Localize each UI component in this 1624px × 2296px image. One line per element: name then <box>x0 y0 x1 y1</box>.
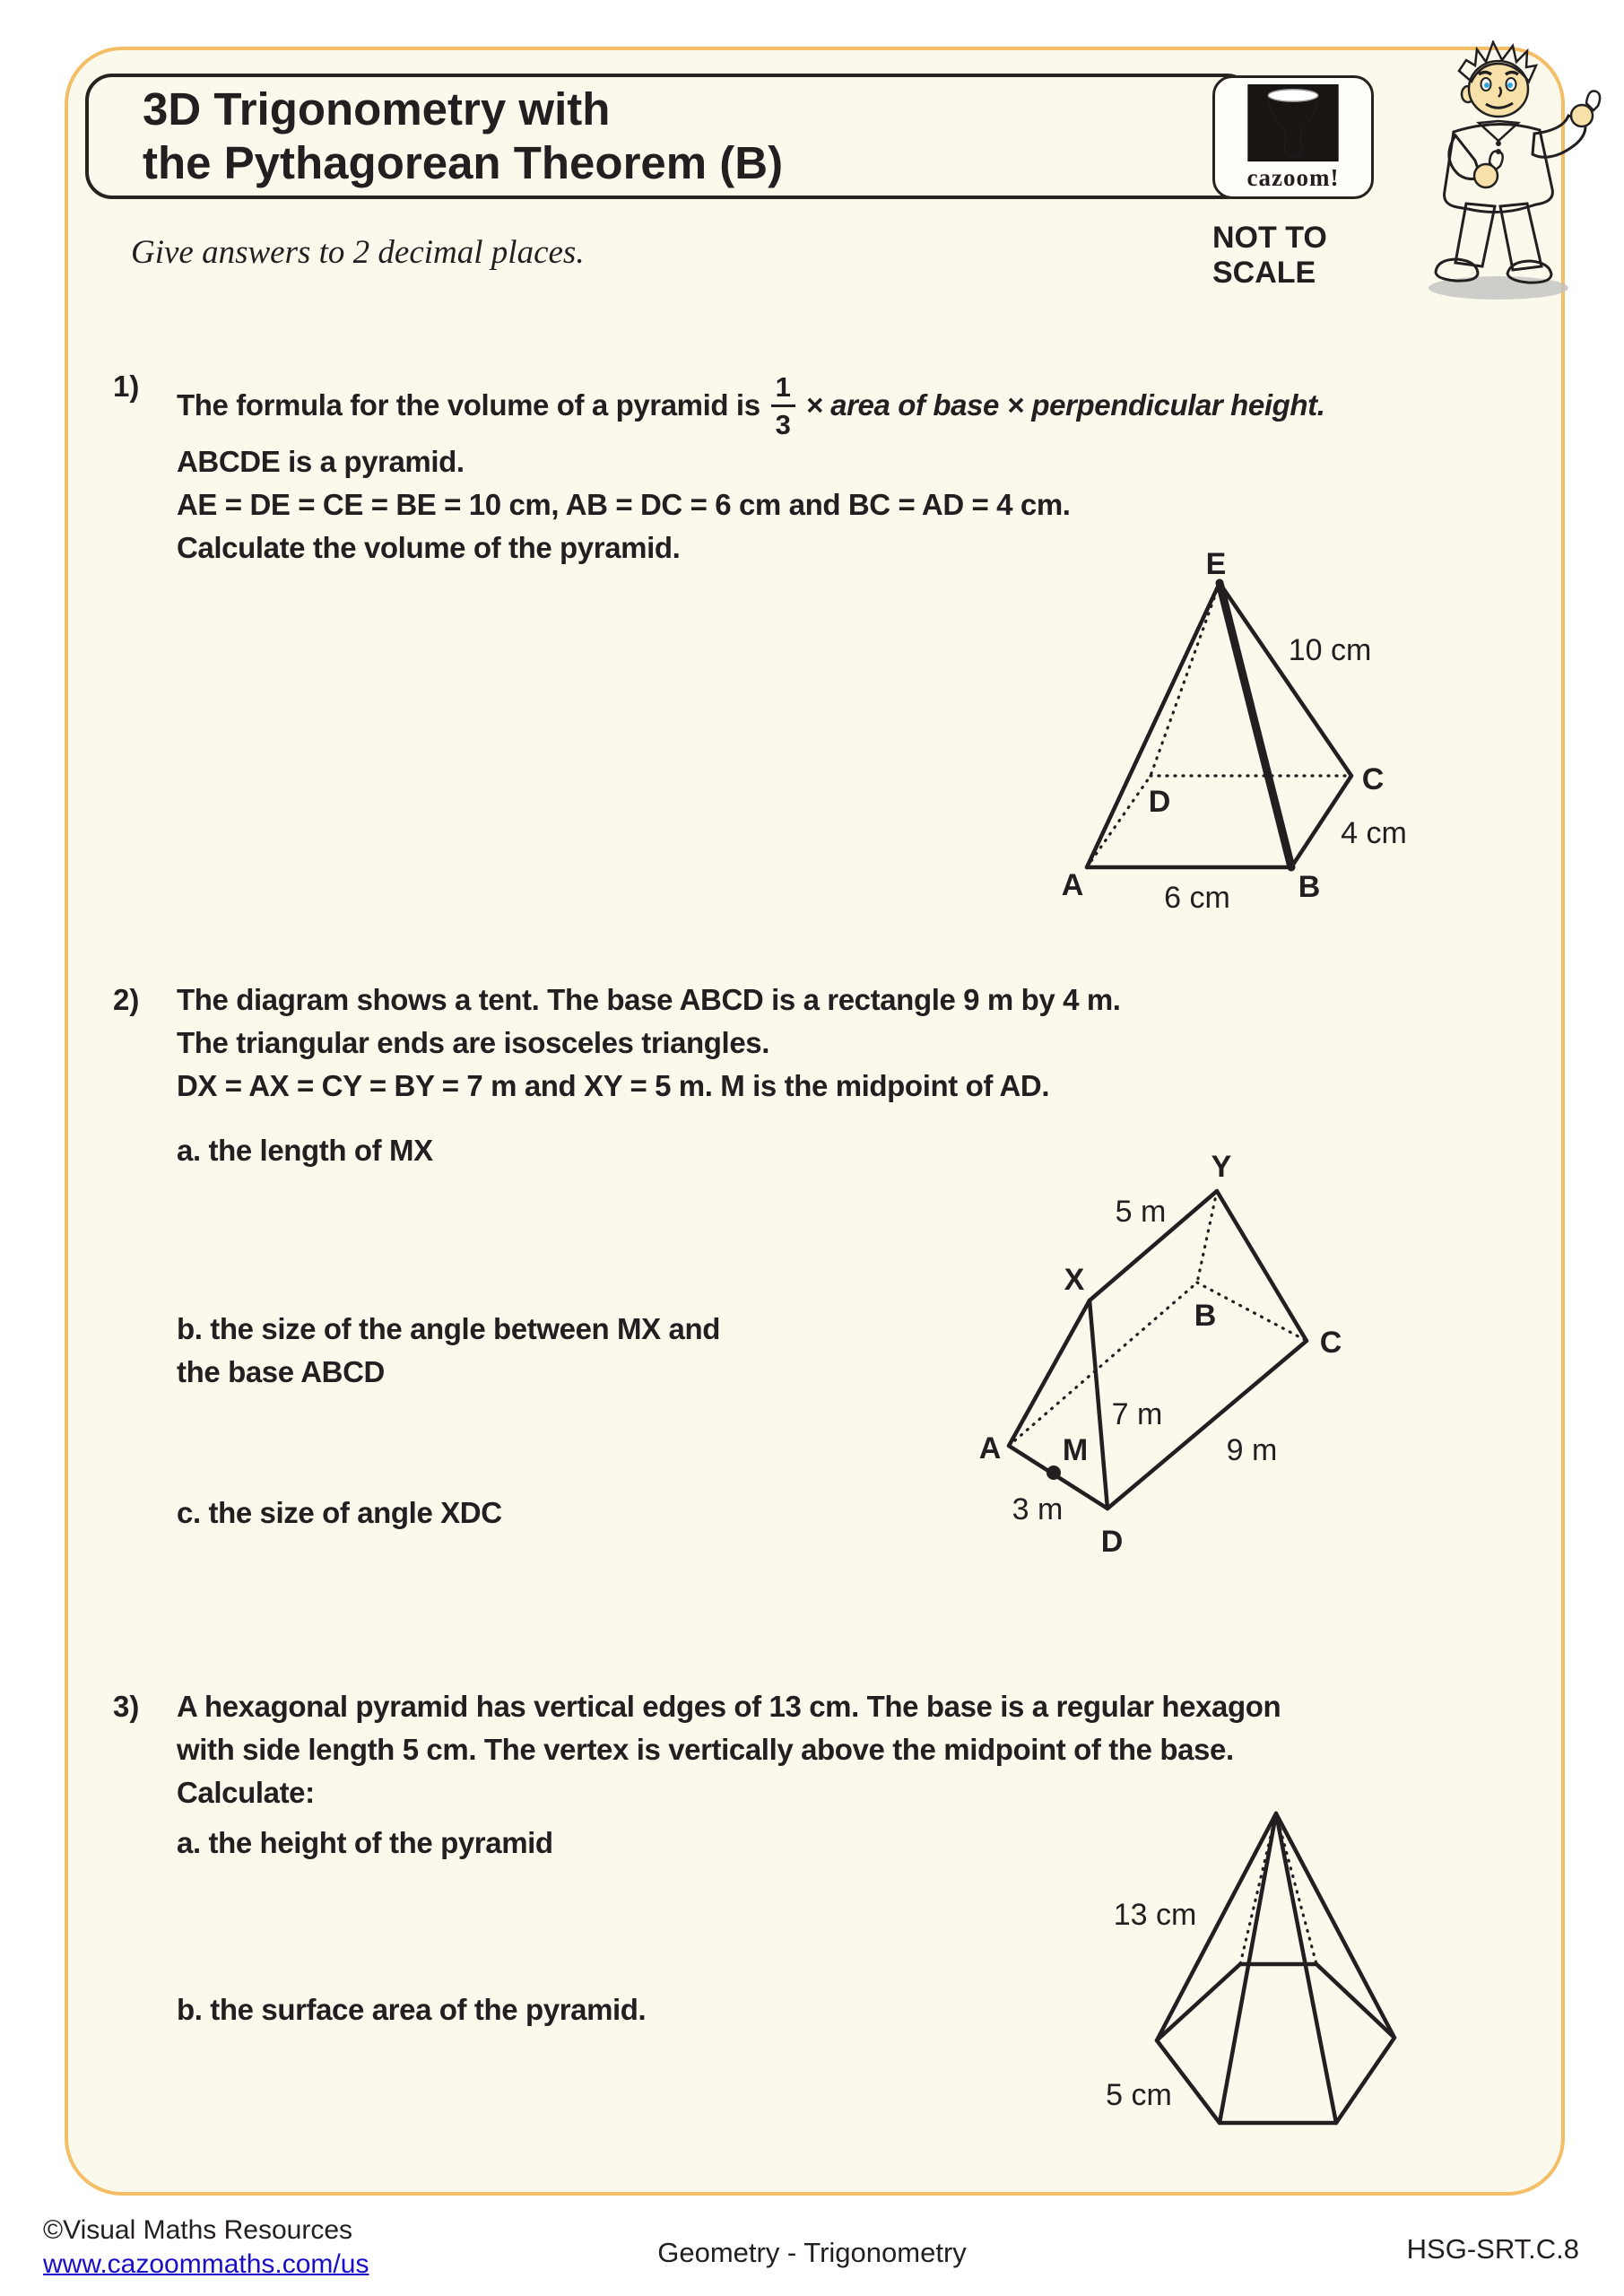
q3-number: 3) <box>113 1690 140 1723</box>
q1-measure-BC: 4 cm <box>1341 816 1407 850</box>
edge-XA <box>1009 1300 1090 1446</box>
q2-vertex-D: D <box>1100 1525 1124 1559</box>
q2-tent-diagram <box>968 1144 1363 1561</box>
not-to-scale-line1: NOT TO <box>1212 221 1327 255</box>
mascot-button1 <box>1496 141 1501 146</box>
logo-wordmark: cazoom! <box>1246 164 1340 191</box>
fraction-numerator: 1 <box>771 373 795 407</box>
mascot-button2 <box>1496 149 1501 154</box>
footer-website-link[interactable]: www.cazoommaths.com/us <box>43 2249 369 2279</box>
edge-ED <box>1151 583 1220 776</box>
mascot-iris-left <box>1484 83 1489 88</box>
mascot-fist-left <box>1474 164 1498 187</box>
footer-copyright: ©Visual Maths Resources <box>43 2215 353 2245</box>
q2-measure-AM: 3 m <box>1012 1492 1064 1526</box>
page-title-line2: the Pythagorean Theorem (B) <box>143 137 784 188</box>
q1-vertex-B: B <box>1298 870 1321 904</box>
title-box <box>85 74 1254 199</box>
q3-hexagonal-pyramid-diagram <box>1076 1794 1435 2144</box>
cazoom-drum-icon <box>1246 84 1341 163</box>
q2-measure-XD: 7 m <box>1111 1397 1163 1431</box>
midpoint-M-dot <box>1046 1465 1061 1480</box>
edge-apex-frontright <box>1276 1813 1336 2123</box>
q2-part-b-line1: b. the size of the angle between MX and <box>177 1312 720 1345</box>
pyramid-hidden-edges <box>1087 583 1351 867</box>
mascot-iris-right <box>1507 83 1513 88</box>
q1-vertex-D: D <box>1148 785 1171 819</box>
edge-EC <box>1220 583 1351 776</box>
edge-EA <box>1087 583 1220 867</box>
q1-vertex-C: C <box>1361 762 1385 796</box>
instruction-text: Give answers to 2 decimal places. <box>131 234 585 271</box>
q2-line2: The triangular ends are isosceles triangles. <box>177 1026 769 1059</box>
q2-line1: The diagram shows a tent. The base ABCD is a rectangle 9 m by 4 m. <box>177 983 1121 1016</box>
q3-line3: Calculate: <box>177 1776 315 1809</box>
q1-measure-EC: 10 cm <box>1288 633 1372 667</box>
edge-EB <box>1220 583 1291 867</box>
q2-line3: DX = AX = CY = BY = 7 m and XY = 5 m. M is the midpoint of AD. <box>177 1069 1050 1102</box>
q1-pyramid-diagram <box>1022 534 1435 919</box>
q2-vertex-C: C <box>1319 1326 1342 1360</box>
edge-AB <box>1009 1283 1197 1446</box>
not-to-scale-line2: SCALE <box>1212 256 1316 290</box>
pyramid-visible-edges <box>1087 583 1351 867</box>
footer-standard-code: HSG-SRT.C.8 <box>1406 2233 1579 2265</box>
q2-point-M: M <box>1062 1433 1089 1467</box>
q1-line2: ABCDE is a pyramid. <box>177 445 465 478</box>
q2-part-a: a. the length of MX <box>177 1134 433 1167</box>
page-title-line1: 3D Trigonometry with <box>143 83 611 135</box>
q2-number: 2) <box>113 983 140 1016</box>
q2-measure-XY: 5 m <box>1115 1195 1167 1229</box>
footer-subject: Geometry - Trigonometry <box>657 2237 967 2268</box>
q2-part-b-line2: the base ABCD <box>177 1355 385 1388</box>
mascot-left-arm <box>1449 135 1503 187</box>
q1-line4: Calculate the volume of the pyramid. <box>177 531 681 564</box>
q3-part-a: a. the height of the pyramid <box>177 1826 553 1859</box>
q1-number: 1) <box>113 370 140 403</box>
hexagon-base <box>1157 1964 1394 2123</box>
edge-apex-right <box>1276 1813 1394 2038</box>
q1-measure-AB: 6 cm <box>1164 881 1230 915</box>
not-to-scale-label <box>1212 221 1327 291</box>
q1-intro <box>177 368 1325 443</box>
q2-vertex-A: A <box>978 1431 1002 1465</box>
q3-line2: with side length 5 cm. The vertex is vertically above the midpoint of the base. <box>177 1733 1234 1766</box>
q1-line3: AE = DE = CE = BE = 10 cm, AB = DC = 6 cm and BC = AD = 4 cm. <box>177 488 1071 521</box>
edge-AD <box>1087 776 1151 867</box>
mascot-leg-right <box>1500 204 1541 270</box>
edge-XD <box>1090 1300 1107 1509</box>
hexpyramid-visible-edges <box>1157 1813 1394 2123</box>
q2-measure-DC: 9 m <box>1226 1433 1278 1467</box>
drum-top <box>1268 90 1317 101</box>
q1-intro-prefix: The formula for the volume of a pyramid is <box>177 388 760 422</box>
q2-part-c: c. the size of angle XDC <box>177 1496 502 1529</box>
q1-intro-suffix: × area of base × perpendicular height. <box>805 388 1325 422</box>
cazoom-logo <box>1212 75 1374 199</box>
q3-measure-side: 5 cm <box>1106 2078 1172 2112</box>
q2-vertex-X: X <box>1064 1263 1085 1297</box>
q2-vertex-Y: Y <box>1211 1150 1232 1184</box>
q1-vertex-A: A <box>1061 868 1084 902</box>
q2-vertex-B: B <box>1194 1299 1217 1333</box>
mascot-boy-illustration <box>1385 40 1617 309</box>
q1-vertex-E: E <box>1205 547 1227 581</box>
fraction-denominator: 3 <box>775 408 791 440</box>
q3-line1: A hexagonal pyramid has vertical edges of 13 cm. The base is a regular hexagon <box>177 1690 1281 1723</box>
q3-part-b: b. the surface area of the pyramid. <box>177 1993 647 2026</box>
edge-apex-frontleft <box>1220 1813 1276 2123</box>
fraction-one-third <box>771 370 795 440</box>
mascot-fist-right <box>1571 105 1593 126</box>
q3-measure-edge: 13 cm <box>1113 1898 1197 1932</box>
